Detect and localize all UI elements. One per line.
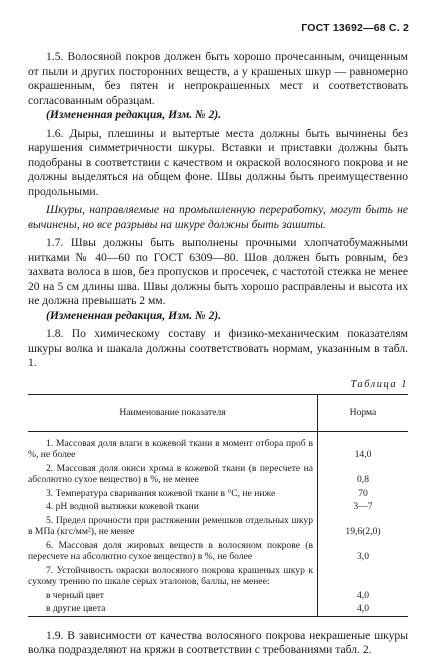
table-row [28, 487, 408, 501]
amendment-note-2: (Измененная редакция, Изм. № 2). [46, 308, 222, 322]
table-row [28, 589, 408, 603]
table-cell-indicator: 3. Температура сваривания кожевой ткани в °С, не ниже [28, 487, 318, 501]
page-header: ГОСТ 13692—68 С. 2 [301, 22, 409, 34]
document-body [28, 50, 408, 658]
table-header-norm: Норма [318, 394, 409, 431]
table-cell-indicator: 1. Массовая доля влаги в кожевой ткани в момент отбора проб в %, не более [28, 431, 318, 462]
table-cell-indicator: 7. Устойчивость окраски волосяного покрова крашеных шкур к сухому трению по шкале серых эталонов, баллы, не менее: [28, 564, 318, 589]
table-cell-indicator: 4. рН водной вытяжки кожевой ткани [28, 500, 318, 514]
table-row [28, 431, 408, 462]
paragraph-1-8: 1.8. По химическому составу и физико-механическим показателям шкуры волка и шакала должны соответствовать нормам, указанным в табл. 1. [28, 327, 408, 369]
table-cell-norm: 3—7 [353, 501, 373, 512]
paragraph-1-7: 1.7. Швы должны быть выполнены прочными хлопчатобумажными нитками № 40—60 по ГОСТ 6309—80. Шов должен быть ровным, без захвата волоса в шов, без пропусков и просечек, с частотой стежка не менее 20 на 5 см длины шва. Швы должны быть хорошо расправлены и высота их не должна превышать 2 мм. [28, 236, 408, 307]
table-cell-norm: 3,0 [357, 551, 369, 562]
table-row [28, 602, 408, 616]
table-row [28, 500, 408, 514]
table-cell-norm: 4,0 [318, 602, 409, 616]
amendment-note-1: (Измененная редакция, Изм. № 2). [46, 108, 222, 121]
table-cell-indicator: 6. Массовая доля жировых веществ в волосяном покрове (в пересчете на абсолютно сухое вещество) в %, не более [28, 539, 318, 564]
paragraph-1-6-note: Шкуры, направляемые на промышленную переработку, могут быть не вычинены, но все разрывы на шкуре должны быть зашиты. [28, 203, 408, 231]
table-cell-indicator: в другие цвета [28, 602, 318, 616]
table-row [28, 564, 408, 589]
table-cell-norm: 70 [358, 487, 368, 499]
table-cell-norm: 19,6(2,0) [345, 526, 381, 537]
paragraph-1-5: 1.5. Волосяной покров должен быть хорошо прочесанным, очищенным от пыли и других посторонних веществ, а у крашеных шкур — равномерно окрашенным, без пятен и непрокрашенных мест и соответствовать согласованным образцам. [28, 50, 408, 107]
table-header-indicator: Наименование показателя [28, 394, 318, 431]
table-cell-norm: 4,0 [357, 589, 369, 601]
table-row [28, 514, 408, 539]
norms-table [28, 394, 408, 617]
table-caption: Таблица 1 [350, 378, 408, 390]
table-cell-norm: 14,0 [354, 449, 372, 460]
table-cell-indicator: 2. Массовая доля окиси хрома в кожевой ткани (в пересчете на абсолютно сухое вещество) в %, не менее [28, 462, 318, 487]
table-cell-norm: 0,8 [357, 474, 369, 485]
paragraph-1-6: 1.6. Дыры, плешины и вытертые места должны быть вычинены без нарушения симметричности шкуры. Вставки и приставки должны быть подобраны в соответствии с качеством и окраской волосяного покрова и не должны выделяться на общем фоне. Швы должны быть преимущественно продольными. [28, 126, 408, 198]
table-row [28, 462, 408, 487]
table-cell-indicator: в черный цвет [28, 589, 318, 603]
table-row [28, 539, 408, 564]
table-cell-indicator: 5. Предел прочности при растяжении ремешков отдельных шкур в МПа (кгс/мм²), не менее [28, 514, 318, 539]
paragraph-1-9: 1.9. В зависимости от качества волосяного покрова некрашеные шкуры волка подразделяют на кряжи в соответствии с требованиями табл. 2. [28, 628, 408, 656]
table-cell-norm [318, 564, 409, 589]
